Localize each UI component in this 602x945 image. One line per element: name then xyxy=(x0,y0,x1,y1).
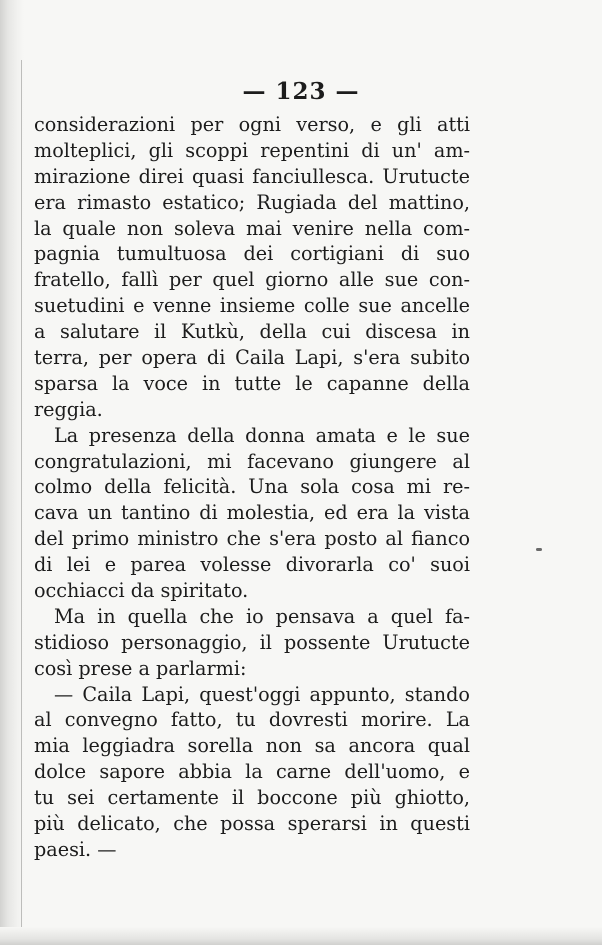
text-line: colmo della felicità. Una sola cosa mi re- xyxy=(34,475,470,499)
text-line: dolce sapore abbia la carne dell'uomo, e xyxy=(34,760,470,784)
text-line: mirazione direi quasi fanciullesca. Urutucte xyxy=(34,164,470,188)
text-line: suetudini e venne insieme colle sue ancelle xyxy=(34,294,470,318)
page-number-header: — 123 — xyxy=(242,78,360,105)
text-line: a salutare il Kutkù, della cui discesa in xyxy=(34,320,470,344)
text-line: sparsa la voce in tutte le capanne della xyxy=(34,371,470,395)
text-line: tu sei certamente il boccone più ghiotto, xyxy=(34,786,470,810)
text-line: considerazioni per ogni verso, e gli atti xyxy=(34,113,470,136)
text-line: terra, per opera di Caila Lapi, s'era subito xyxy=(34,346,470,370)
text-line: cava un tantino di molestia, ed era la vista xyxy=(34,501,470,525)
text-line: reggia. xyxy=(34,397,103,421)
text-line: pagnia tumultuosa dei cortigiani di suo xyxy=(34,242,470,266)
text-line: fratello, fallì per quel giorno alle sue con- xyxy=(34,268,470,292)
text-line: al convegno fatto, tu dovresti morire. La xyxy=(34,708,470,732)
ink-speck xyxy=(536,548,542,551)
text-line: del primo ministro che s'era posto al fianco xyxy=(34,527,470,551)
text-line: congratulazioni, mi facevano giungere al xyxy=(34,449,470,473)
text-line: stidioso personaggio, il possente Urutucte xyxy=(34,630,470,654)
text-line: così prese a parlarmi: xyxy=(34,656,247,680)
text-line: Ma in quella che io pensava a quel fa- xyxy=(54,604,470,628)
text-line: mia leggiadra sorella non sa ancora qual xyxy=(34,734,470,758)
text-line: paesi. — xyxy=(34,837,117,861)
text-line: molteplici, gli scoppi repentini di un' am- xyxy=(34,138,470,162)
text-line: era rimasto estatico; Rugiada del mattino, xyxy=(34,190,470,214)
text-line: la quale non soleva mai venire nella com- xyxy=(34,216,470,240)
text-line: più delicato, che possa sperarsi in questi xyxy=(34,812,470,836)
body-text xyxy=(34,112,470,863)
text-line: occhiacci da spiritato. xyxy=(34,579,249,603)
page-bottom-edge xyxy=(0,927,602,945)
text-line: di lei e parea volesse divorarla co' suoi xyxy=(34,553,470,577)
binding-crease xyxy=(21,60,22,945)
text-line: La presenza della donna amata e le sue xyxy=(54,423,470,447)
text-line: — Caila Lapi, quest'oggi appunto, stando xyxy=(54,682,470,706)
